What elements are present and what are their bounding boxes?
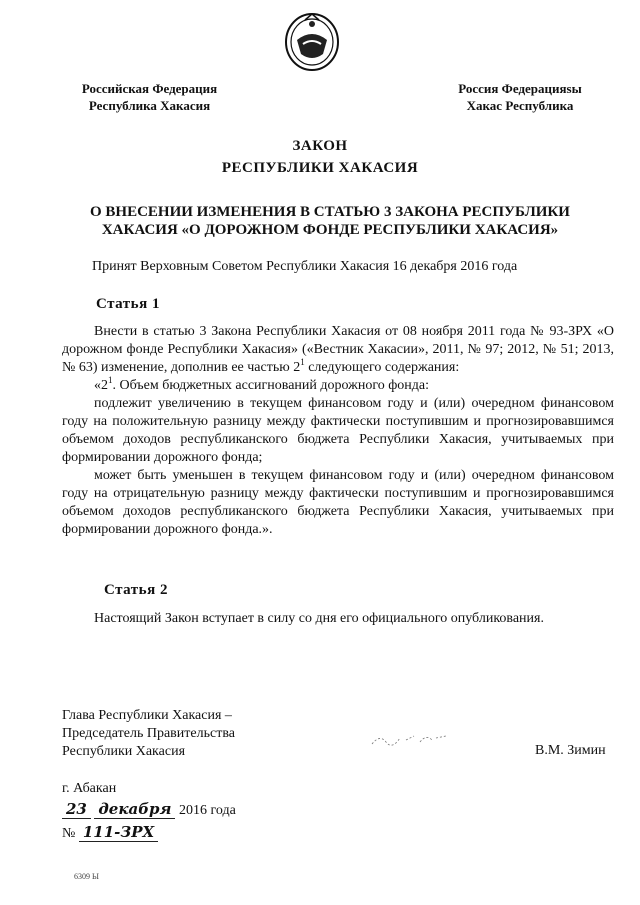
signatory-name: В.М. Зимин — [535, 743, 606, 758]
signature-line3: Республики Хакасия — [62, 744, 186, 759]
date-month: декабря — [94, 800, 175, 819]
article2-text: Настоящий Закон вступает в силу со дня его официального опубликования. — [94, 611, 544, 626]
coat-of-arms-icon — [283, 10, 341, 72]
signature-line2: Председатель Правительства — [62, 726, 235, 741]
law-title: ЗАКОН — [292, 138, 348, 154]
footer-code: 6309 Ы — [74, 872, 99, 881]
signing-date — [62, 800, 236, 819]
handwritten-signature — [370, 728, 450, 755]
place-of-signing: г. Абакан — [62, 781, 117, 796]
signature-scribble-icon — [370, 728, 450, 750]
date-day: 23 — [62, 800, 91, 819]
header-left-line2: Республика Хакасия — [88, 98, 211, 113]
article2-body — [62, 610, 614, 628]
header-left — [62, 80, 237, 114]
article1-body — [62, 323, 614, 539]
article1-quote-start: «$2^1$. Объем бюджетных ассигнований дорожного фонда: — [94, 375, 430, 393]
law-number-label: № — [62, 826, 76, 841]
article1-para2: может быть уменьшен в текущем финансовом году и (или) очередном финансовом году на отрицательную разницу между фактически поступившим и прогнозировавшимся объемом доходов республиканского бюджета Республики Хакасия, учитываемых при формировании дорожного фонда.». — [62, 468, 614, 537]
article2-heading: Статья 2 — [104, 582, 168, 598]
date-year: 2016 года — [178, 803, 236, 818]
law-number — [62, 823, 158, 842]
header-right-line2: Хакас Республика — [466, 98, 574, 113]
law-subject-line2: ХАКАСИЯ «О ДОРОЖНОМ ФОНДЕ РЕСПУБЛИКИ ХАКАСИЯ» — [101, 222, 559, 238]
header-left-line1: Российская Федерация — [81, 81, 218, 96]
law-subject-line1: О ВНЕСЕНИИ ИЗМЕНЕНИЯ В СТАТЬЮ 3 ЗАКОНА РЕСПУБЛИКИ — [90, 204, 570, 220]
article1-intro: Внести в статью 3 Закона Республики Хакасия от 08 ноября 2011 года № 93-ЗРХ «О дорожном фонде Республики Хакасия» («Вестник Хакасии», 2011, № 97; 2012, № 51; 2013, № 63) изменение, дополнив ее частью $2^1$ следующего содержания: — [62, 324, 614, 375]
header-right — [430, 80, 610, 114]
law-title-republic: РЕСПУБЛИКИ ХАКАСИЯ — [221, 160, 419, 176]
law-subject — [60, 203, 600, 239]
article1-heading: Статья 1 — [96, 296, 160, 312]
law-number-value: 111-ЗРХ — [79, 823, 158, 842]
coat-of-arms-emblem — [283, 10, 341, 72]
article1-para1: подлежит увеличению в текущем финансовом году и (или) очередном финансовом году на положительную разницу между фактически поступившим и прогнозировавшимся объемом доходов республиканского бюджета Республики Хакасия, учитываемых при формировании дорожного фонда; — [62, 396, 614, 465]
signature-line1: Глава Республики Хакасия – — [62, 708, 232, 723]
header-right-line1: Россия Федерацияѕы — [458, 81, 582, 96]
signature-block — [62, 707, 235, 761]
adoption-statement: Принят Верховным Советом Республики Хакасия 16 декабря 2016 года — [92, 259, 518, 274]
